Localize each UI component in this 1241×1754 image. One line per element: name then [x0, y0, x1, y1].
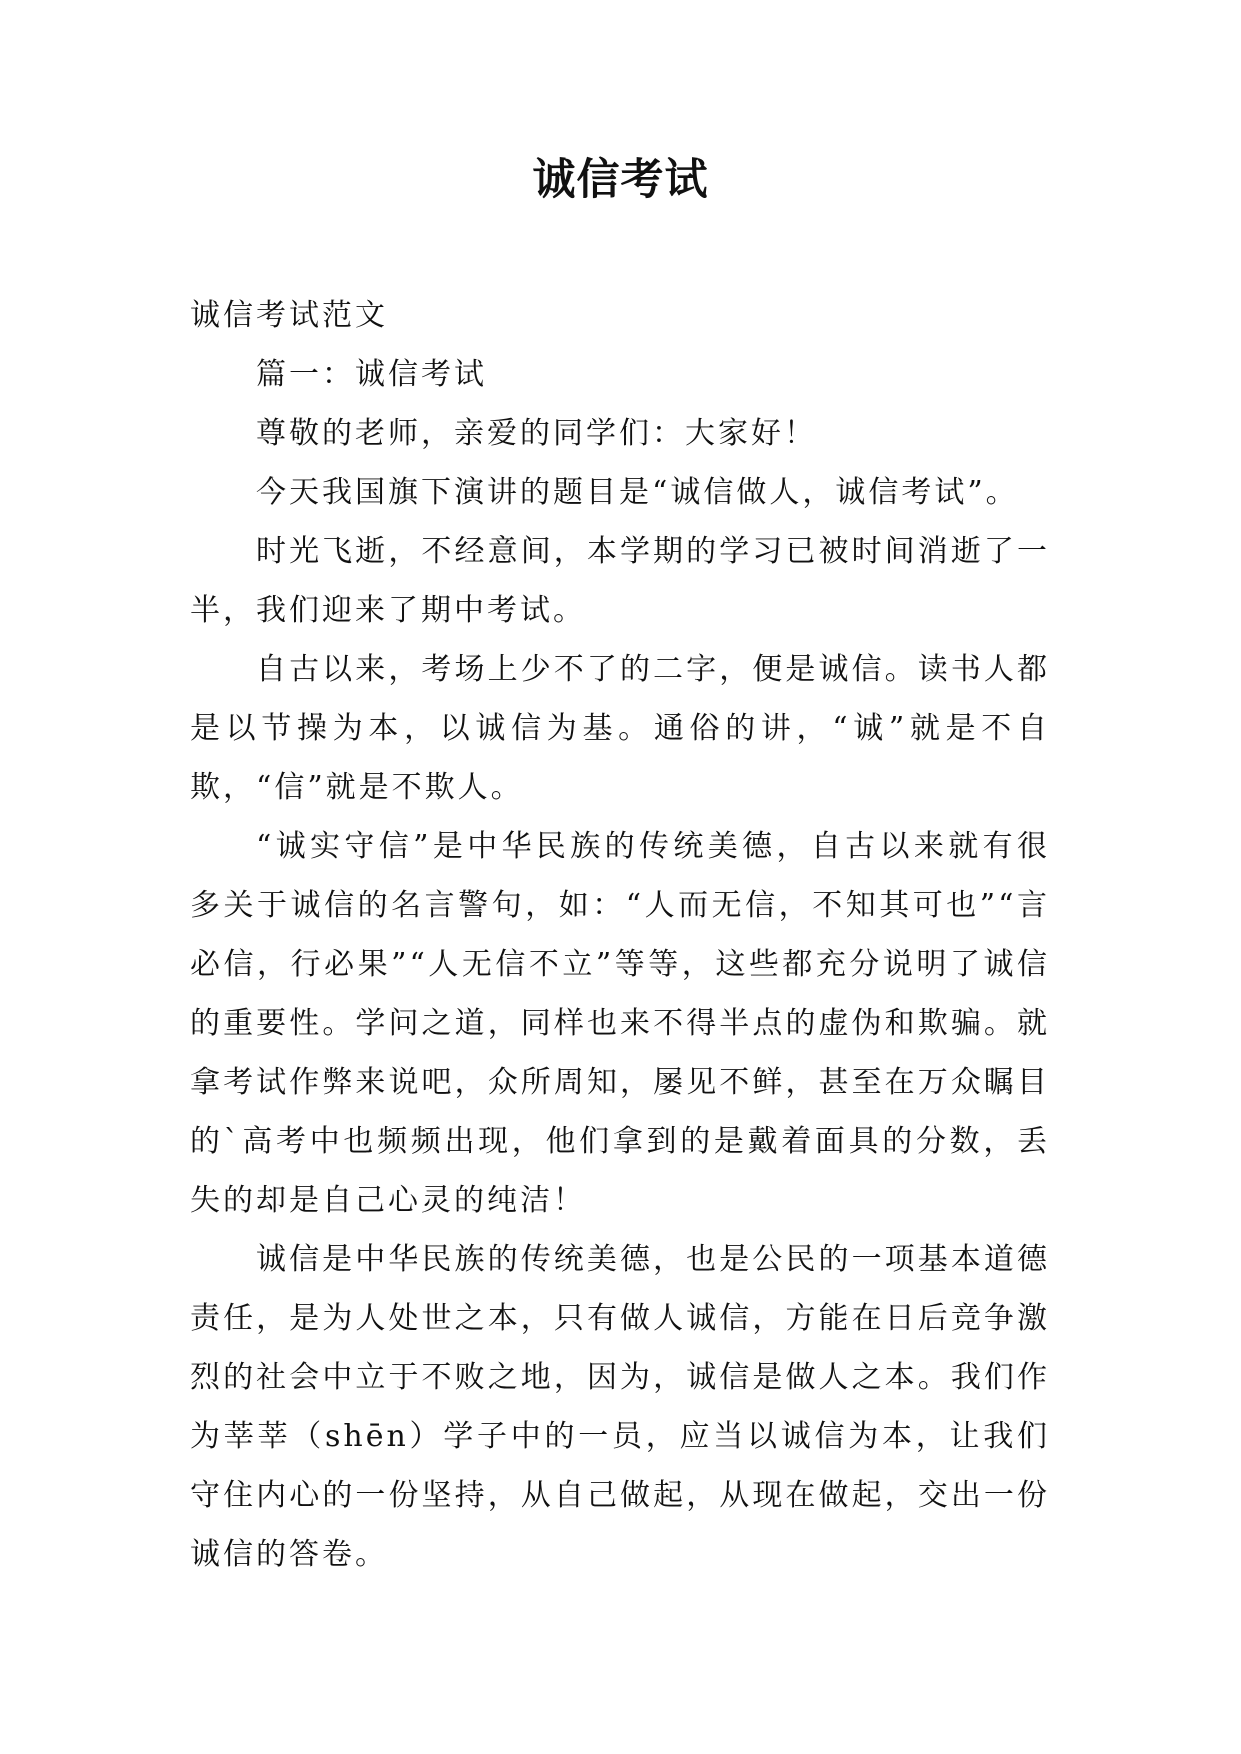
topic-paragraph: 今天我国旗下演讲的题目是“诚信做人，诚信考试”。	[256, 475, 1019, 510]
document-body	[190, 286, 1050, 1584]
body-paragraph: 诚信是中华民族的传统美德，也是公民的一项基本道德责任，是为人处世之本，只有做人诚信，方能在日后竞争激烈的社会中立于不败之地，因为，诚信是做人之本。我们作为莘莘（shēn）学子中的一员，应当以诚信为本，让我们守住内心的一份坚持，从自己做起，从现在做起，交出一份诚信的答卷。	[190, 1242, 1050, 1572]
body-paragraph: “诚实守信”是中华民族的传统美德，自古以来就有很多关于诚信的名言警句，如：“人而无信，不知其可也”“言必信，行必果”“人无信不立”等等，这些都充分说明了诚信的重要性。学问之道，同样也来不得半点的虚伪和欺骗。就拿考试作弊来说吧，众所周知，屡见不鲜，甚至在万众瞩目的`高考中也频频出现，他们拿到的是戴着面具的分数，丢失的却是自己心灵的纯洁！	[190, 829, 1050, 1218]
document-title: 诚信考试	[532, 155, 709, 205]
body-paragraph: 时光飞逝，不经意间，本学期的学习已被时间消逝了一半，我们迎来了期中考试。	[190, 534, 1050, 628]
document-subtitle: 诚信考试范文	[190, 298, 388, 333]
body-paragraph: 自古以来，考场上少不了的二字，便是诚信。读书人都是以节操为本，以诚信为基。通俗的讲，“诚”就是不自欺，“信”就是不欺人。	[190, 652, 1050, 805]
greeting-paragraph: 尊敬的老师，亲爱的同学们：大家好！	[256, 416, 817, 451]
section-heading: 篇一：诚信考试	[256, 357, 487, 392]
